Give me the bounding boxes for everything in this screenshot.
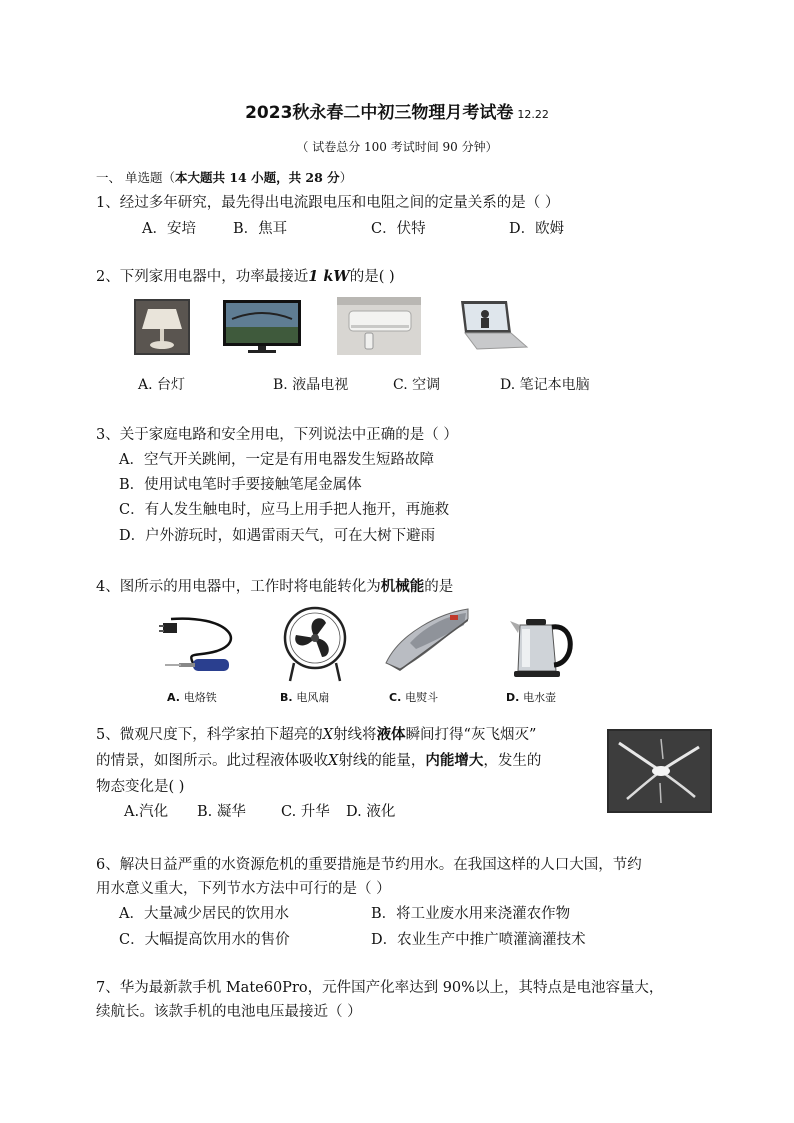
- q6-line-2: 用水意义重大，下列节水方法中可行的是（ ）: [96, 881, 391, 897]
- q4-caption-a-letter: A.: [167, 691, 180, 704]
- q1-option-a: A．安培: [142, 221, 196, 237]
- q3-option-c: C．有人发生触电时，应马上用手把人拖开，再施救: [119, 502, 450, 518]
- q5-line2-c: ，发生的: [483, 753, 542, 769]
- q4-stem-c: 的是: [424, 579, 454, 595]
- q3-stem: 3、关于家庭电路和安全用电，下列说法中正确的是（ ）: [96, 427, 458, 443]
- q3-option-b: B．使用试电笔时手要接触笔尾金属体: [119, 477, 362, 493]
- xray-liquid-photo: [607, 729, 712, 813]
- q5-line2-b: 射线的能量，: [338, 753, 426, 769]
- q5-line1-a: 5、微观尺度下，科学家拍下超亮的: [96, 727, 323, 743]
- electric-fan-image: [282, 605, 348, 683]
- q5-option-a: A.汽化: [124, 804, 169, 820]
- soldering-iron-image: [157, 611, 249, 679]
- q3-option-a: A．空气开关跳闸，一定是有用电器发生短路故障: [119, 452, 434, 468]
- q5-line2-bold: 内能增大: [425, 752, 484, 769]
- q5-option-b: B. 凝华: [197, 804, 246, 820]
- q1-option-d: D．欧姆: [509, 221, 565, 237]
- q6-option-c: C．大幅提高饮用水的售价: [119, 932, 290, 948]
- q4-caption-a-text: 电烙铁: [183, 691, 217, 704]
- q2-option-a: A. 台灯: [138, 377, 186, 393]
- q4-stem: [96, 575, 453, 596]
- section-prefix: 一、 单选题（: [96, 170, 175, 185]
- q5-line-3: 物态变化是( ): [96, 779, 185, 795]
- q4-stem-bold: 机械能: [380, 578, 425, 595]
- q2-stem-c: 的是( ): [349, 269, 395, 285]
- exam-title-text: 2023秋永春二中初三物理月考试卷: [245, 103, 514, 123]
- q2-stem: [96, 265, 395, 286]
- lcd-tv-image: [222, 299, 302, 355]
- q4-stem-a: 4、图所示的用电器中，工作时将电能转化为: [96, 579, 381, 595]
- q1-option-c: C．伏特: [371, 221, 426, 237]
- q6-line-1: 6、解决日益严重的水资源危机的重要措施是节约用水。在我国这样的人口大国，节约: [96, 857, 642, 873]
- q2-stem-a: 2、下列家用电器中，功率最接近: [96, 269, 309, 285]
- laptop-image: [455, 299, 529, 353]
- q4-caption-d-letter: D.: [506, 691, 520, 704]
- air-conditioner-image: [337, 297, 421, 355]
- exam-title: [0, 98, 794, 123]
- q5-option-c: C. 升华: [281, 804, 330, 820]
- q7-line-2: 续航长。该款手机的电池电压最接近（ ）: [96, 1004, 362, 1020]
- table-lamp-image: [134, 299, 190, 355]
- q2-option-d: D. 笔记本电脑: [500, 377, 590, 393]
- q2-option-b: B. 液晶电视: [273, 377, 349, 393]
- q2-option-c: C. 空调: [393, 377, 441, 393]
- q5-line1-c: 瞬间打得“灰飞烟灭”: [405, 727, 537, 743]
- q6-option-b: B．将工业废水用来浇灌农作物: [371, 906, 571, 922]
- q1-option-b: B．焦耳: [233, 221, 288, 237]
- section-suffix: ）: [339, 170, 353, 185]
- q4-caption-c: [389, 689, 438, 705]
- q2-stem-unit: 1 kW: [308, 268, 350, 285]
- exam-subtitle: （ 试卷总分 100 考试时间 90 分钟）: [296, 140, 498, 154]
- q1-stem: 1、经过多年研究，最先得出电流跟电压和电阻之间的定量关系的是（ ）: [96, 195, 560, 211]
- electric-kettle-image: [508, 611, 580, 679]
- section-heading: [96, 168, 352, 186]
- q5-line2-a: 的情景，如图所示。此过程液体吸收: [96, 753, 328, 769]
- section-bold: 本大题共 14 小题，共 28 分: [174, 170, 340, 185]
- q6-option-d: D．农业生产中推广喷灌滴灌技术: [371, 932, 586, 948]
- q5-line1-x: X: [322, 727, 334, 743]
- q4-caption-d-text: 电水壶: [523, 691, 557, 704]
- q5-line2-x: X: [328, 753, 339, 769]
- q4-caption-b: [280, 689, 329, 705]
- q4-caption-d: [506, 689, 556, 705]
- q5-line1-bold: 液体: [376, 726, 406, 743]
- q5-line-2: [96, 749, 541, 770]
- exam-date: 12.22: [517, 108, 549, 121]
- q3-option-d: D．户外游玩时，如遇雷雨天气，可在大树下避雨: [119, 528, 436, 544]
- q4-caption-b-text: 电风扇: [296, 691, 330, 704]
- q4-caption-c-text: 电熨斗: [405, 691, 439, 704]
- electric-iron-image: [380, 603, 472, 679]
- q6-option-a: A．大量减少居民的饮用水: [119, 906, 289, 922]
- q4-caption-b-letter: B.: [280, 691, 293, 704]
- q7-line-1: 7、华为最新款手机 Mate60Pro，元件国产化率达到 90%以上，其特点是电池容量大，: [96, 980, 664, 996]
- q5-line-1: [96, 723, 536, 744]
- q4-caption-a: [167, 689, 217, 705]
- q5-line1-b: 射线将: [333, 727, 377, 743]
- q4-caption-c-letter: C.: [389, 691, 402, 704]
- q5-option-d: D. 液化: [346, 804, 396, 820]
